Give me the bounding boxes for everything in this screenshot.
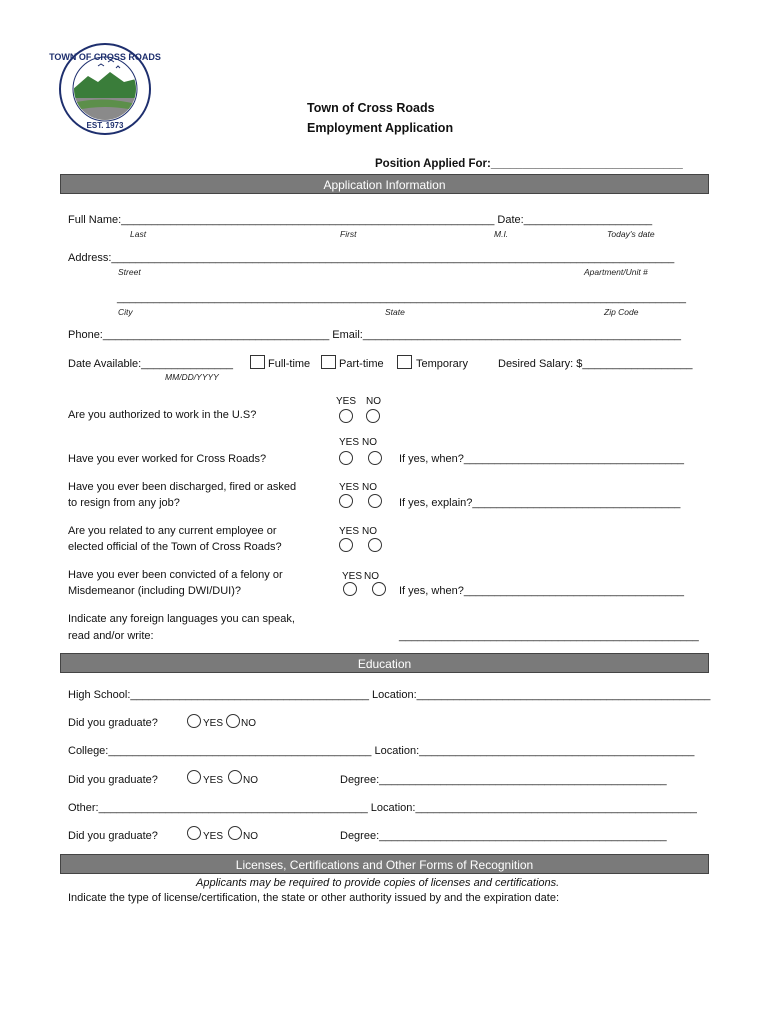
- q2-when-field[interactable]: If yes, when?____________________________________: [399, 453, 685, 465]
- q3-explain-field[interactable]: If yes, explain?__________________________________: [399, 497, 681, 509]
- phone-email-field[interactable]: Phone:_____________________________________ Email:____________________________________________________: [68, 329, 681, 341]
- temporary-label: Temporary: [416, 358, 468, 370]
- todays-date-caption: Today's date: [607, 229, 655, 239]
- street-caption: Street: [118, 267, 141, 277]
- hs-graduate-question: Did you graduate?: [68, 717, 158, 729]
- fulltime-label: Full-time: [268, 358, 311, 370]
- hs-yes-radio[interactable]: [187, 714, 201, 728]
- college-field[interactable]: College:___________________________________________ Location:_____________________________________________: [68, 745, 695, 757]
- section-licenses: Licenses, Certifications and Other Forms of Recognition: [60, 854, 709, 874]
- q4-no-radio[interactable]: [368, 538, 382, 552]
- middle-initial-caption: M.I.: [494, 229, 509, 239]
- q3-yes-label: YES: [339, 482, 360, 493]
- other-degree-field[interactable]: Degree:_______________________________________________: [340, 830, 667, 842]
- college-yes-radio[interactable]: [187, 770, 201, 784]
- college-yes-label: YES: [203, 775, 224, 786]
- question-related-line1: Are you related to any current employee or: [68, 525, 277, 537]
- q3-no-label: NO: [362, 482, 377, 493]
- city-caption: City: [118, 307, 133, 317]
- q3-no-radio[interactable]: [368, 494, 382, 508]
- q1-no-label: NO: [366, 396, 381, 407]
- town-logo: [49, 42, 161, 136]
- q3-yes-radio[interactable]: [339, 494, 353, 508]
- q2-yes-label: YES: [339, 437, 360, 448]
- college-no-radio[interactable]: [228, 770, 242, 784]
- question-discharged-line2: to resign from any job?: [68, 497, 180, 509]
- date-available-field[interactable]: Date Available:_______________: [68, 358, 233, 370]
- fulltime-checkbox[interactable]: [250, 355, 265, 369]
- other-no-label: NO: [243, 831, 258, 842]
- logo-arc-text: TOWN OF CROSS ROADS: [49, 52, 161, 62]
- other-yes-label: YES: [203, 831, 224, 842]
- q2-no-radio[interactable]: [368, 451, 382, 465]
- languages-field[interactable]: _________________________________________________: [399, 630, 699, 642]
- q4-yes-radio[interactable]: [339, 538, 353, 552]
- full-name-field[interactable]: Full Name:_____________________________________________________________ Date:_____________________: [68, 214, 653, 226]
- q5-yes-label: YES: [342, 571, 363, 582]
- question-felony-line1: Have you ever been convicted of a felony or: [68, 569, 283, 581]
- last-name-caption: Last: [130, 229, 147, 239]
- hs-no-label: NO: [241, 718, 256, 729]
- logo-est-text: EST. 1973: [86, 121, 124, 130]
- other-yes-radio[interactable]: [187, 826, 201, 840]
- other-no-radio[interactable]: [228, 826, 242, 840]
- state-caption: State: [385, 307, 405, 317]
- address-line2-field[interactable]: _____________________________________________________________________________________________: [117, 292, 686, 304]
- q1-no-radio[interactable]: [366, 409, 380, 423]
- college-no-label: NO: [243, 775, 258, 786]
- q2-yes-radio[interactable]: [339, 451, 353, 465]
- question-discharged-line1: Have you ever been discharged, fired or asked: [68, 481, 297, 493]
- licenses-note: Applicants may be required to provide copies of licenses and certifications.: [196, 877, 560, 889]
- question-felony-line2: Misdemeanor (including DWI/DUI)?: [68, 585, 241, 597]
- college-graduate-question: Did you graduate?: [68, 774, 158, 786]
- high-school-field[interactable]: High School:_______________________________________ Location:________________________________________________: [68, 689, 711, 701]
- address-field[interactable]: Address:____________________________________________________________________________________________: [68, 252, 675, 264]
- licenses-instruction: Indicate the type of license/certification, the state or other authority issued by and the expiration date:: [68, 892, 560, 904]
- question-related-line2: elected official of the Town of Cross Roads?: [68, 541, 282, 553]
- date-format-caption: MM/DD/YYYY: [165, 372, 219, 382]
- apartment-caption: Apartment/Unit #: [584, 267, 648, 277]
- q5-yes-radio[interactable]: [343, 582, 357, 596]
- question-work-authorization: Are you authorized to work in the U.S?: [68, 409, 257, 421]
- q1-yes-label: YES: [336, 396, 357, 407]
- q5-no-label: NO: [364, 571, 379, 582]
- question-languages-line1: Indicate any foreign languages you can speak,: [68, 613, 295, 625]
- question-languages-line2: read and/or write:: [68, 630, 154, 642]
- first-name-caption: First: [340, 229, 357, 239]
- other-school-field[interactable]: Other:____________________________________________ Location:______________________________________________: [68, 802, 697, 814]
- other-graduate-question: Did you graduate?: [68, 830, 158, 842]
- temporary-checkbox[interactable]: [397, 355, 412, 369]
- zip-caption: Zip Code: [604, 307, 639, 317]
- question-worked-before: Have you ever worked for Cross Roads?: [68, 453, 267, 465]
- parttime-checkbox[interactable]: [321, 355, 336, 369]
- section-education: Education: [60, 653, 709, 673]
- desired-salary-field[interactable]: Desired Salary: $__________________: [498, 358, 693, 370]
- q5-when-field[interactable]: If yes, when?____________________________________: [399, 585, 685, 597]
- position-applied-field[interactable]: Position Applied For:______________________________: [375, 158, 683, 170]
- q1-yes-radio[interactable]: [339, 409, 353, 423]
- section-application-information: Application Information: [60, 174, 709, 194]
- q5-no-radio[interactable]: [372, 582, 386, 596]
- college-degree-field[interactable]: Degree:_______________________________________________: [340, 774, 667, 786]
- parttime-label: Part-time: [339, 358, 384, 370]
- hs-yes-label: YES: [203, 718, 224, 729]
- q2-no-label: NO: [362, 437, 377, 448]
- q4-no-label: NO: [362, 526, 377, 537]
- form-title-line1: Town of Cross Roads: [307, 101, 435, 115]
- form-title-line2: Employment Application: [307, 121, 454, 135]
- q4-yes-label: YES: [339, 526, 360, 537]
- hs-no-radio[interactable]: [226, 714, 240, 728]
